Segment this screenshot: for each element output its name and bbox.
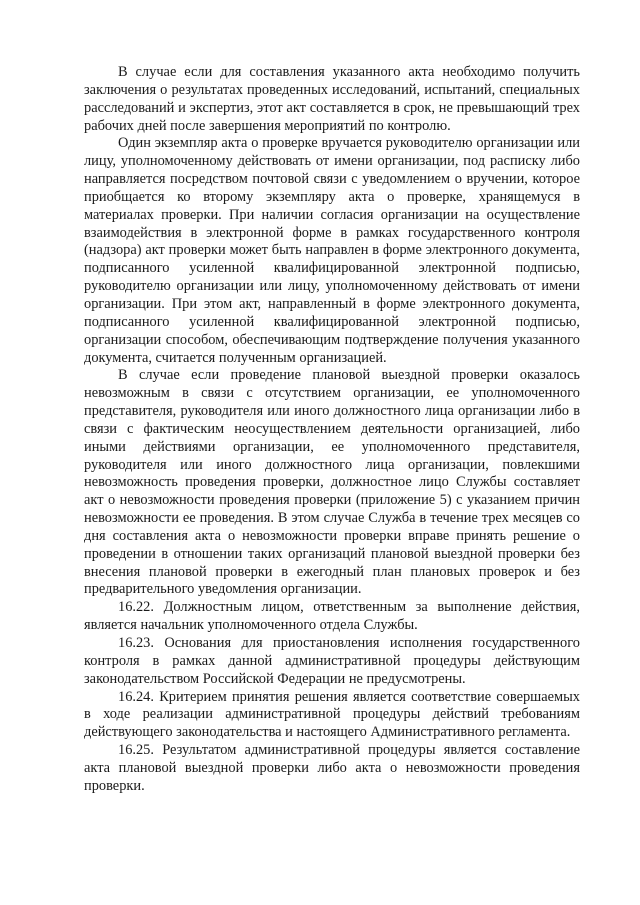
paragraph-impossible-inspection: В случае если проведение плановой выездной проверки оказалось невозможным в связи с отсутствием организации, ее уполномоченного представителя, руководителя или иного должностного лица организации либо в связи с фактическим неосуществлением деятельности организацией, либо иными действиями организации, ее уполномоченного представителя, руководителя или иного должностного лица организации, повлекшими невозможность проведения проверки, должностное лицо Службы составляет акт о невозможности проведения проверки (приложение 5) с указанием причин невозможности ее проведения. В этом случае Служба в течение трех месяцев со дня составления акта о невозможности проверки вправе принять решение о проведении в отношении таких организаций плановой выездной проверки без внесения плановой проверки в ежегодный план плановых проверок и без предварительного уведомления организации. bbox=[84, 367, 580, 598]
paragraph-16-25: 16.25. Результатом административной процедуры является составление акта плановой выездной проверки либо акта о невозможности проведения проверки. bbox=[84, 742, 580, 794]
paragraph-16-22: 16.22. Должностным лицом, ответственным за выполнение действия, является начальник уполномоченного отдела Службы. bbox=[84, 599, 580, 634]
paragraph-16-24: 16.24. Критерием принятия решения является соответствие совершаемых в ходе реализации административной процедуры действий требованиям действующего законодательства и настоящего Административного регламента. bbox=[84, 688, 580, 741]
paragraph-16-23: 16.23. Основания для приостановления исполнения государственного контроля в рамках данной административной процедуры действующим законодательством Российской Федерации не предусмотрены. bbox=[84, 635, 580, 687]
paragraph-act-delivery: Один экземпляр акта о проверке вручается руководителю организации или лицу, уполномоченному действовать от имени организации, под расписку либо направляется посредством почтовой связи с уведомлением о вручении, которое приобщается ко второму экземпляру акта о проверке, хранящемуся в материалах проверки. При наличии согласия организации на осуществление взаимодействия в электронной форме в рамках государственного контроля (надзора) акт проверки может быть направлен в форме электронного документа, подписанного усиленной квалифицированной электронной подписью, руководителю организации или лицу, уполномоченному действовать от имени организации. При этом акт, направленный в форме электронного документа, подписанного усиленной квалифицированной электронной подписью, организации способом, обеспечивающим подтверждение получения указанного документа, считается полученным организацией. bbox=[84, 135, 580, 366]
document-page bbox=[84, 64, 580, 796]
paragraph-act-deadline: В случае если для составления указанного акта необходимо получить заключения о результатах проведенных исследований, испытаний, специальных расследований и экспертиз, этот акт составляется в срок, не превышающий трех рабочих дней после завершения мероприятий по контролю. bbox=[84, 64, 580, 134]
